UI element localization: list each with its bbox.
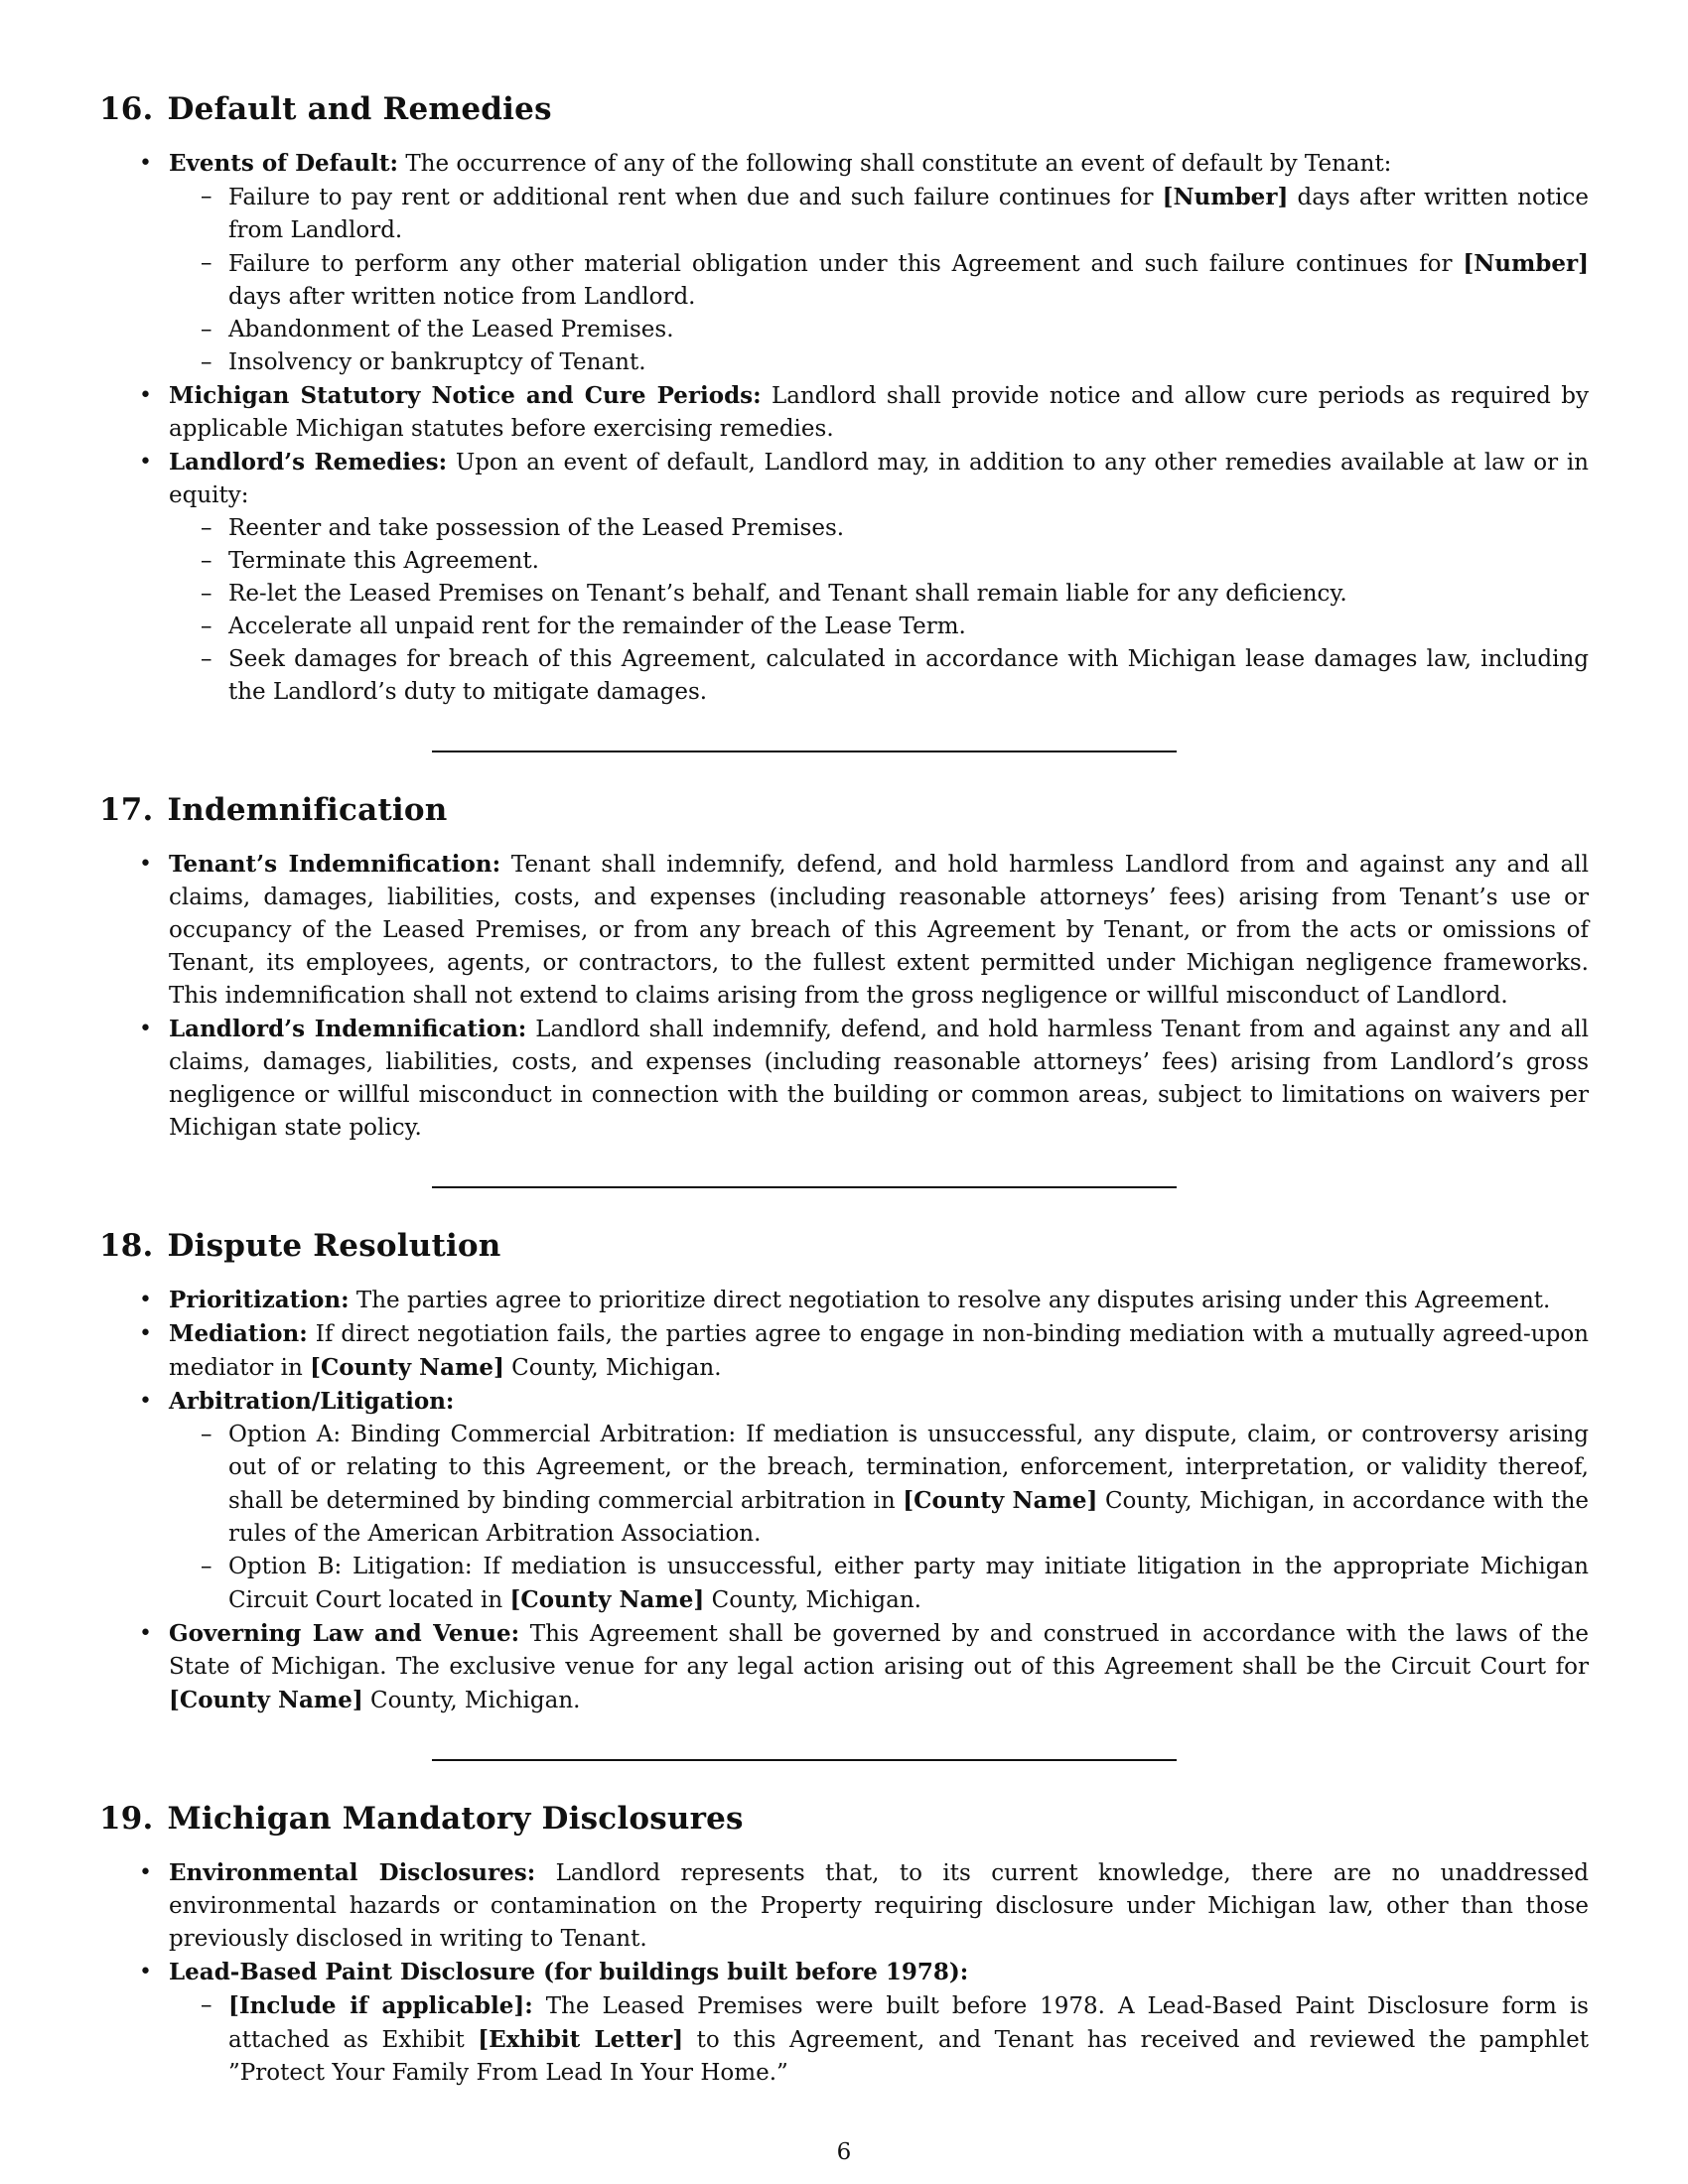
- statutory-notice: • Michigan Statutory Notice and Cure Periods: Landlord shall provide notice and allow cure periods as required by applicable Michigan statutes before exercising remedies.: [99, 379, 1589, 446]
- list-item: – Seek damages for breach of this Agreement, calculated in accordance with Michigan lease damages law, including the Landlord’s duty to mitigate damages.: [169, 643, 1589, 709]
- mediation: • Mediation: If direct negotiation fails, the parties agree to engage in non-binding mediation with a mutually agreed-upon mediator in [County Name] County, Michigan.: [99, 1317, 1589, 1385]
- landlord-remedies: • Landlord’s Remedies: Upon an event of default, Landlord may, in addition to any other remedies available at law or in equity: – Reenter and take possession of the Leased Premises. – Terminate this Agreement. – Re-let the Leased Premises on Tenant’s behalf, and Tenant shall remain liable for any deficiency. – Accelerate all unpaid rent for the remainder of the Lease Term. – Seek damages for breach of this Agreement, calculated in accordance with Michigan lease damages law, including the Landlord’s duty to mitigate damages.: [99, 446, 1589, 709]
- list-item: – Accelerate all unpaid rent for the remainder of the Lease Term.: [169, 611, 1589, 643]
- document-page: [99, 91, 1589, 2090]
- list-item: – Re-let the Leased Premises on Tenant’s behalf, and Tenant shall remain liable for any deficiency.: [169, 578, 1589, 611]
- landlord-indemnification: • Landlord’s Indemnification: Landlord shall indemnify, defend, and hold harmless Tenant from and against any and all claims, damages, liabilities, costs, and expenses (including reasonable attorneys’ fees) arising from Landlord’s gross negligence or willful misconduct in connection with the building or common areas, subject to limitations on waivers per Michigan state policy.: [99, 1013, 1589, 1145]
- section-heading-19: 19. Michigan Mandatory Disclosures: [99, 1801, 744, 1837]
- section-heading-18: 18. Dispute Resolution: [99, 1228, 501, 1264]
- lead-paint-disclosure: • Lead-Based Paint Disclosure (for buildings built before 1978): – [Include if applicable]: The Leased Premises were built before 1978. A Lead-Based Paint Disclosure form is attached as Exhibit [Exhibit Letter] to this Agreement, and Tenant has received and reviewed the pamphlet ”Protect Your Family From Lead In Your Home.”: [99, 1956, 1589, 2090]
- section-19-list: [99, 1856, 1589, 2090]
- section-divider: [432, 1759, 1177, 1761]
- lead-sublist: [169, 1989, 1589, 2090]
- list-item: – Terminate this Agreement.: [169, 545, 1589, 578]
- list-item: – [Include if applicable]: The Leased Premises were built before 1978. A Lead-Based Paint Disclosure form is attached as Exhibit [Exhibit Letter] to this Agreement, and Tenant has received and reviewed the pamphlet ”Protect Your Family From Lead In Your Home.”: [169, 1989, 1589, 2090]
- list-item: – Failure to pay rent or additional rent when due and such failure continues for [Number] days after written notice from Landlord.: [169, 181, 1589, 247]
- remedies-sublist: [169, 512, 1589, 709]
- arbitration-litigation: • Arbitration/Litigation: – Option A: Binding Commercial Arbitration: If mediation is unsuccessful, any dispute, claim, or controversy arising out of or relating to this Agreement, or the breach, termination, enforcement, interpretation, or validity thereof, shall be determined by binding commercial arbitration in [County Name] County, Michigan, in accordance with the rules of the American Arbitration Association. – Option B: Litigation: If mediation is unsuccessful, either party may initiate litigation in the appropriate Michigan Circuit Court located in [County Name] County, Michigan.: [99, 1385, 1589, 1617]
- list-item: – Insolvency or bankruptcy of Tenant.: [169, 346, 1589, 379]
- list-item: – Reenter and take possession of the Leased Premises.: [169, 512, 1589, 545]
- page-number: 6: [836, 2139, 852, 2165]
- section-heading-17: 17. Indemnification: [99, 792, 448, 828]
- tenant-indemnification: • Tenant’s Indemnification: Tenant shall indemnify, defend, and hold harmless Landlord from and against any and all claims, damages, liabilities, costs, and expenses (including reasonable attorneys’ fees) arising from Tenant’s use or occupancy of the Leased Premises, or from any breach of this Agreement by Tenant, or from the acts or omissions of Tenant, its employees, agents, or contractors, to the fullest extent permitted under Michigan negligence frameworks. This indemnification shall not extend to claims arising from the gross negligence or willful misconduct of Landlord.: [99, 848, 1589, 1013]
- events-sublist: [169, 181, 1589, 379]
- list-item: – Failure to perform any other material obligation under this Agreement and such failure continues for [Number] days after written notice from Landlord.: [169, 247, 1589, 314]
- section-18-list: [99, 1284, 1589, 1717]
- section-16-list: [99, 147, 1589, 709]
- events-of-default: • Events of Default: The occurrence of any of the following shall constitute an event of default by Tenant: – Failure to pay rent or additional rent when due and such failure continues for [Number] days after written notice from Landlord. – Failure to perform any other material obligation under this Agreement and such failure continues for [Number] days after written notice from Landlord. – Abandonment of the Leased Premises. – Insolvency or bankruptcy of Tenant.: [99, 147, 1589, 379]
- list-item: – Option A: Binding Commercial Arbitration: If mediation is unsuccessful, any dispute, claim, or controversy arising out of or relating to this Agreement, or the breach, termination, enforcement, interpretation, or validity thereof, shall be determined by binding commercial arbitration in [County Name] County, Michigan, in accordance with the rules of the American Arbitration Association.: [169, 1419, 1589, 1551]
- governing-law: • Governing Law and Venue: This Agreement shall be governed by and construed in accordance with the laws of the State of Michigan. The exclusive venue for any legal action arising out of this Agreement shall be the Circuit Court for [County Name] County, Michigan.: [99, 1617, 1589, 1717]
- prioritization: • Prioritization: The parties agree to prioritize direct negotiation to resolve any disputes arising under this Agreement.: [99, 1284, 1589, 1317]
- section-divider: [432, 751, 1177, 752]
- section-17-list: [99, 848, 1589, 1145]
- arbitration-sublist: [169, 1419, 1589, 1617]
- section-heading-16: 16. Default and Remedies: [99, 91, 552, 127]
- environmental-disclosures: • Environmental Disclosures: Landlord represents that, to its current knowledge, there are no unaddressed environmental hazards or contamination on the Property requiring disclosure under Michigan law, other than those previously disclosed in writing to Tenant.: [99, 1856, 1589, 1956]
- list-item: – Option B: Litigation: If mediation is unsuccessful, either party may initiate litigation in the appropriate Michigan Circuit Court located in [County Name] County, Michigan.: [169, 1551, 1589, 1617]
- list-item: – Abandonment of the Leased Premises.: [169, 314, 1589, 346]
- section-divider: [432, 1186, 1177, 1188]
